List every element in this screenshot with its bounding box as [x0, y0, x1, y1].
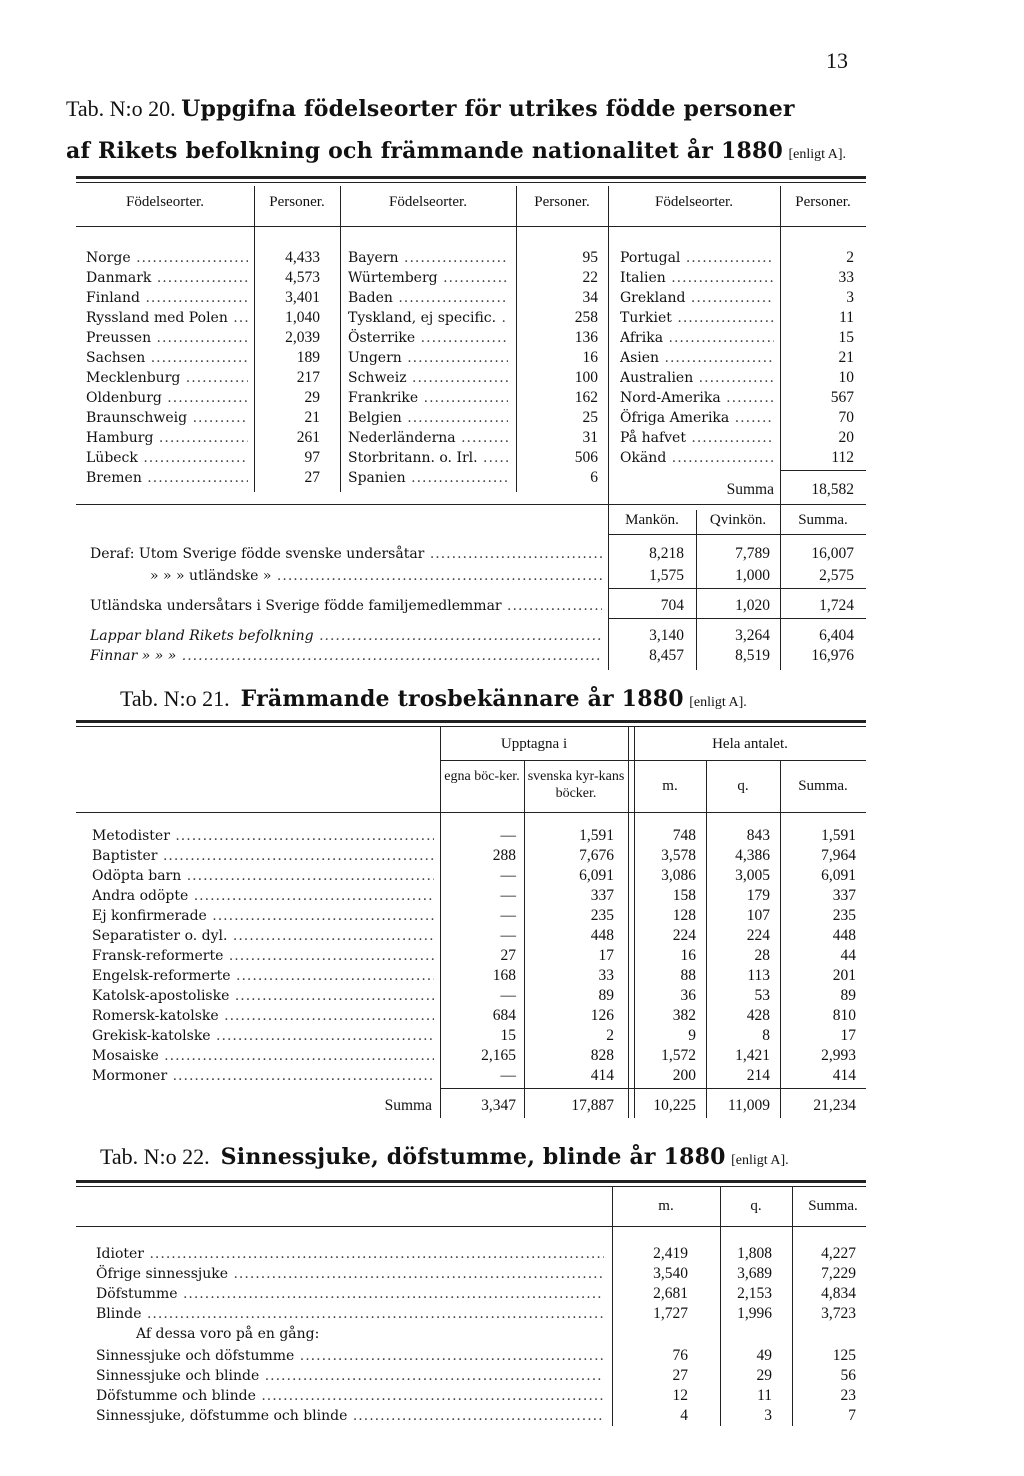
place-name: Oldenburg .....	[86, 388, 248, 408]
place-name: Schweiz .....	[348, 368, 508, 388]
place-name: Öfriga Amerika .....	[620, 408, 774, 428]
q-value: 3,689	[737, 1265, 772, 1282]
svenska-value: 17,887	[571, 1097, 614, 1114]
q-value: 53	[754, 987, 770, 1004]
persons-value: 100	[574, 369, 598, 386]
row-label: Finnar » » » .....	[90, 646, 602, 666]
row-label: Grekisk-katolske .....	[92, 1026, 434, 1046]
m-value: 4	[680, 1407, 688, 1424]
s-value: 7,964	[821, 847, 856, 864]
egna-value: 684	[492, 1007, 516, 1024]
egna-value: —	[500, 907, 516, 924]
col-header-summa: Summa.	[798, 778, 848, 794]
persons-value: 21	[304, 409, 320, 426]
svenska-value: 414	[590, 1067, 614, 1084]
persons-value: 217	[296, 369, 320, 386]
q-value: 224	[746, 927, 770, 944]
rule	[76, 812, 866, 813]
place-name: Braunschweig .....	[86, 408, 248, 428]
row-label: Lappar bland Rikets befolkning .....	[90, 626, 602, 646]
svenska-value: 7,676	[579, 847, 614, 864]
summa-value: 18,582	[811, 481, 854, 498]
col-header-persons: Personer.	[534, 194, 590, 210]
table-21-title-text: Främmande trosbekännare år 1880	[240, 686, 684, 712]
egna-value: 288	[492, 847, 516, 864]
q-value: 29	[756, 1367, 772, 1384]
rule	[780, 470, 866, 471]
row-label: Döfstumme .....	[96, 1284, 604, 1304]
svenska-value: 2	[606, 1027, 614, 1044]
persons-value: 189	[296, 349, 320, 366]
m-value: 12	[672, 1387, 688, 1404]
s-value: 2,993	[821, 1047, 856, 1064]
page-number: 13	[826, 48, 848, 73]
q-value: 3,264	[735, 627, 770, 644]
s-value: 16,007	[811, 545, 854, 562]
egna-value: 3,347	[481, 1097, 516, 1114]
m-value: 382	[672, 1007, 696, 1024]
col-header-q: q.	[737, 778, 749, 794]
table-20-title	[66, 96, 795, 122]
rule	[76, 226, 866, 227]
s-value: 448	[832, 927, 856, 944]
m-value: 1,727	[653, 1305, 688, 1322]
s-value: 89	[840, 987, 856, 1004]
persons-value: 31	[582, 429, 598, 446]
m-value: 1,572	[661, 1047, 696, 1064]
q-value: 49	[756, 1347, 772, 1364]
persons-value: 6	[590, 469, 598, 486]
row-label: Andra odöpte .....	[92, 886, 434, 906]
place-name: Grekland .....	[620, 288, 774, 308]
s-value: 7	[848, 1407, 856, 1424]
m-value: 8,457	[649, 647, 684, 664]
place-name: Belgien .....	[348, 408, 508, 428]
egna-value: 15	[500, 1027, 516, 1044]
divider	[340, 186, 341, 492]
row-label: Sinnessjuke och blinde .....	[96, 1366, 604, 1386]
s-value: 21,234	[813, 1097, 856, 1114]
s-value: 414	[832, 1067, 856, 1084]
col-header-upptagna: Upptagna i	[500, 736, 568, 752]
row-label: Blinde .....	[96, 1304, 604, 1324]
row-label: Romersk-katolske .....	[92, 1006, 434, 1026]
place-name: Frankrike .....	[348, 388, 508, 408]
table-22-title	[100, 1144, 789, 1170]
q-value: 4,386	[735, 847, 770, 864]
col-header-place: Födelseorter.	[126, 194, 204, 210]
table-20-source: [enligt A].	[788, 147, 847, 162]
rule	[608, 588, 866, 589]
place-name: Sachsen .....	[86, 348, 248, 368]
row-label: Mormoner .....	[92, 1066, 434, 1086]
table-22-number: Tab. N:o 22.	[100, 1144, 210, 1169]
row-label: Mosaiske .....	[92, 1046, 434, 1066]
col-header-place: Födelseorter.	[389, 194, 467, 210]
persons-value: 70	[838, 409, 854, 426]
m-value: 200	[672, 1067, 696, 1084]
egna-value: —	[500, 987, 516, 1004]
s-value: 3,723	[821, 1305, 856, 1322]
q-value: 113	[747, 967, 770, 984]
q-value: 2,153	[737, 1285, 772, 1302]
col-header-q: q.	[750, 1198, 762, 1214]
s-value: 235	[832, 907, 856, 924]
persons-value: 506	[574, 449, 598, 466]
row-label: Deraf: Utom Sverige födde svenske undersåtar .....	[90, 544, 602, 564]
svenska-value: 33	[598, 967, 614, 984]
place-name: Storbritann. o. Irl. .....	[348, 448, 508, 468]
egna-value: —	[500, 927, 516, 944]
table-22-title-text: Sinnessjuke, döfstumme, blinde år 1880	[220, 1144, 726, 1170]
row-label: Odöpta barn .....	[92, 866, 434, 886]
place-name: Mecklenburg .....	[86, 368, 248, 388]
rule	[440, 760, 866, 761]
s-value: 4,227	[821, 1245, 856, 1262]
m-value: 3,578	[661, 847, 696, 864]
persons-value: 4,573	[285, 269, 320, 286]
col-header-summa: Summa.	[808, 1198, 858, 1214]
m-value: 10,225	[653, 1097, 696, 1114]
persons-value: 3,401	[285, 289, 320, 306]
row-label: Engelsk-reformerte .....	[92, 966, 434, 986]
egna-value: 168	[492, 967, 516, 984]
col-header-m: m.	[658, 1198, 674, 1214]
rule	[76, 176, 866, 179]
persons-value: 15	[838, 329, 854, 346]
persons-value: 16	[582, 349, 598, 366]
m-value: 27	[672, 1367, 688, 1384]
m-value: 3,540	[653, 1265, 688, 1282]
s-value: 44	[840, 947, 856, 964]
svenska-value: 828	[590, 1047, 614, 1064]
m-value: 704	[660, 597, 684, 614]
table-20-title-line2: af Rikets befolkning och främmande nationalitet år 1880	[66, 138, 783, 164]
persons-value: 258	[574, 309, 598, 326]
q-value: 1,996	[737, 1305, 772, 1322]
place-name: Italien .....	[620, 268, 774, 288]
q-value: 1,421	[735, 1047, 770, 1064]
place-name: Hamburg .....	[86, 428, 248, 448]
persons-value: 34	[582, 289, 598, 306]
row-label: » » » utländske » .....	[150, 566, 602, 586]
persons-value: 22	[582, 269, 598, 286]
m-value: 3,086	[661, 867, 696, 884]
q-value: 214	[746, 1067, 770, 1084]
place-name: Nederländerna .....	[348, 428, 508, 448]
q-value: 3,005	[735, 867, 770, 884]
row-label: Öfrige sinnessjuke .....	[96, 1264, 604, 1284]
place-name: Turkiet .....	[620, 308, 774, 328]
place-name: Preussen .....	[86, 328, 248, 348]
persons-value: 567	[830, 389, 854, 406]
place-name: Lübeck .....	[86, 448, 248, 468]
persons-value: 4,433	[285, 249, 320, 266]
table-20-title-line1: Uppgifna födelseorter för utrikes födde personer	[181, 96, 795, 122]
rule	[76, 726, 866, 727]
q-value: 28	[754, 947, 770, 964]
svenska-value: 6,091	[579, 867, 614, 884]
s-value: 125	[832, 1347, 856, 1364]
rule	[76, 1186, 866, 1187]
place-name: Bayern .....	[348, 248, 508, 268]
col-header-egna: egna böc-ker.	[444, 769, 520, 784]
row-label: Metodister .....	[92, 826, 434, 846]
col-header-summa: Summa.	[798, 512, 848, 528]
persons-value: 97	[304, 449, 320, 466]
m-value: 9	[688, 1027, 696, 1044]
s-value: 2,575	[819, 567, 854, 584]
col-header-mankon: Mankön.	[625, 512, 679, 528]
row-label: Idioter .....	[96, 1244, 604, 1264]
s-value: 23	[840, 1387, 856, 1404]
s-value: 1,724	[819, 597, 854, 614]
q-value: 179	[746, 887, 770, 904]
q-value: 11	[757, 1387, 772, 1404]
place-name: Danmark .....	[86, 268, 248, 288]
persons-value: 10	[838, 369, 854, 386]
s-value: 810	[832, 1007, 856, 1024]
svenska-value: 17	[598, 947, 614, 964]
place-name: Österrike .....	[348, 328, 508, 348]
rule	[76, 1180, 866, 1183]
place-name: Bremen .....	[86, 468, 248, 488]
m-value: 16	[680, 947, 696, 964]
table-20-number: Tab. N:o 20.	[66, 96, 176, 121]
col-header-m: m.	[662, 778, 678, 794]
persons-value: 33	[838, 269, 854, 286]
persons-value: 20	[838, 429, 854, 446]
svenska-value: 448	[590, 927, 614, 944]
m-value: 8,218	[649, 545, 684, 562]
m-value: 158	[672, 887, 696, 904]
row-label: Separatister o. dyl. .....	[92, 926, 434, 946]
s-value: 6,091	[821, 867, 856, 884]
place-name: Nord-Amerika .....	[620, 388, 774, 408]
persons-value: 29	[304, 389, 320, 406]
table-20-title-2	[66, 138, 846, 164]
q-value: 843	[746, 827, 770, 844]
s-value: 16,976	[811, 647, 854, 664]
m-value: 76	[672, 1347, 688, 1364]
s-value: 7,229	[821, 1265, 856, 1282]
subheading: Af dessa voro på en gång:	[136, 1326, 320, 1342]
row-label: Sinnessjuke, döfstumme och blinde .....	[96, 1406, 604, 1426]
rule	[76, 504, 866, 505]
m-value: 748	[672, 827, 696, 844]
m-value: 36	[680, 987, 696, 1004]
row-label: Utländska undersåtars i Sverige födde familjemedlemmar .....	[90, 596, 602, 616]
s-value: 1,591	[821, 827, 856, 844]
persons-value: 1,040	[285, 309, 320, 326]
col-header-svenska: svenska kyr-kans böcker.	[527, 769, 625, 801]
svenska-value: 235	[590, 907, 614, 924]
q-value: 3	[764, 1407, 772, 1424]
place-name: På hafvet .....	[620, 428, 774, 448]
m-value: 2,419	[653, 1245, 688, 1262]
svenska-value: 1,591	[579, 827, 614, 844]
place-name: Asien .....	[620, 348, 774, 368]
persons-value: 112	[831, 449, 854, 466]
egna-value: 2,165	[481, 1047, 516, 1064]
col-header-place: Födelseorter.	[655, 194, 733, 210]
place-name: Spanien .....	[348, 468, 508, 488]
svenska-value: 89	[598, 987, 614, 1004]
m-value: 2,681	[653, 1285, 688, 1302]
summa-label: Summa	[384, 1097, 432, 1114]
persons-value: 162	[574, 389, 598, 406]
q-value: 11,009	[727, 1097, 770, 1114]
egna-value: 27	[500, 947, 516, 964]
s-value: 4,834	[821, 1285, 856, 1302]
q-value: 8,519	[735, 647, 770, 664]
m-value: 128	[672, 907, 696, 924]
svenska-value: 337	[590, 887, 614, 904]
table-21-source: [enligt A].	[689, 695, 747, 710]
q-value: 7,789	[735, 545, 770, 562]
place-name: Tyskland, ej specific. .....	[348, 308, 508, 328]
row-label: Fransk-reformerte .....	[92, 946, 434, 966]
place-name: Ryssland med Polen .....	[86, 308, 248, 328]
place-name: Australien .....	[620, 368, 774, 388]
persons-value: 2,039	[285, 329, 320, 346]
m-value: 1,575	[649, 567, 684, 584]
col-header-qvinkon: Qvinkön.	[709, 512, 767, 528]
s-value: 337	[832, 887, 856, 904]
rule	[608, 534, 866, 535]
s-value: 56	[840, 1367, 856, 1384]
q-value: 1,808	[737, 1245, 772, 1262]
place-name: Finland .....	[86, 288, 248, 308]
q-value: 1,020	[735, 597, 770, 614]
q-value: 1,000	[735, 567, 770, 584]
rule	[76, 720, 866, 723]
place-name: Baden .....	[348, 288, 508, 308]
svenska-value: 126	[590, 1007, 614, 1024]
place-name: Portugal .....	[620, 248, 774, 268]
m-value: 224	[672, 927, 696, 944]
row-label: Baptister .....	[92, 846, 434, 866]
place-name: Afrika .....	[620, 328, 774, 348]
rule	[76, 182, 866, 183]
persons-value: 27	[304, 469, 320, 486]
table-22-source: [enligt A].	[731, 1153, 789, 1168]
divider	[628, 726, 629, 1118]
row-label: Döfstumme och blinde .....	[96, 1386, 604, 1406]
place-name: Norge .....	[86, 248, 248, 268]
persons-value: 136	[574, 329, 598, 346]
m-value: 3,140	[649, 627, 684, 644]
s-value: 201	[832, 967, 856, 984]
persons-value: 95	[582, 249, 598, 266]
summa-label: Summa	[726, 481, 774, 498]
persons-value: 21	[838, 349, 854, 366]
egna-value: —	[500, 867, 516, 884]
table-21-title	[120, 686, 747, 712]
egna-value: —	[500, 827, 516, 844]
col-header-persons: Personer.	[795, 194, 851, 210]
rule	[440, 1088, 866, 1089]
place-name: Okänd .....	[620, 448, 774, 468]
persons-value: 3	[846, 289, 854, 306]
s-value: 6,404	[819, 627, 854, 644]
place-name: Ungern .....	[348, 348, 508, 368]
rule	[608, 618, 866, 619]
q-value: 428	[746, 1007, 770, 1024]
q-value: 107	[746, 907, 770, 924]
q-value: 8	[762, 1027, 770, 1044]
table-21-number: Tab. N:o 21.	[120, 686, 230, 711]
egna-value: —	[500, 1067, 516, 1084]
row-label: Katolsk-apostoliske .....	[92, 986, 434, 1006]
s-value: 17	[840, 1027, 856, 1044]
persons-value: 25	[582, 409, 598, 426]
persons-value: 261	[296, 429, 320, 446]
col-header-persons: Personer.	[269, 194, 325, 210]
row-label: Ej konfirmerade .....	[92, 906, 434, 926]
row-label: Sinnessjuke och döfstumme .....	[96, 1346, 604, 1366]
m-value: 88	[680, 967, 696, 984]
persons-value: 2	[846, 249, 854, 266]
rule	[76, 1226, 866, 1227]
place-name: Würtemberg .....	[348, 268, 508, 288]
egna-value: —	[500, 887, 516, 904]
persons-value: 11	[839, 309, 854, 326]
col-header-hela: Hela antalet.	[712, 736, 788, 752]
